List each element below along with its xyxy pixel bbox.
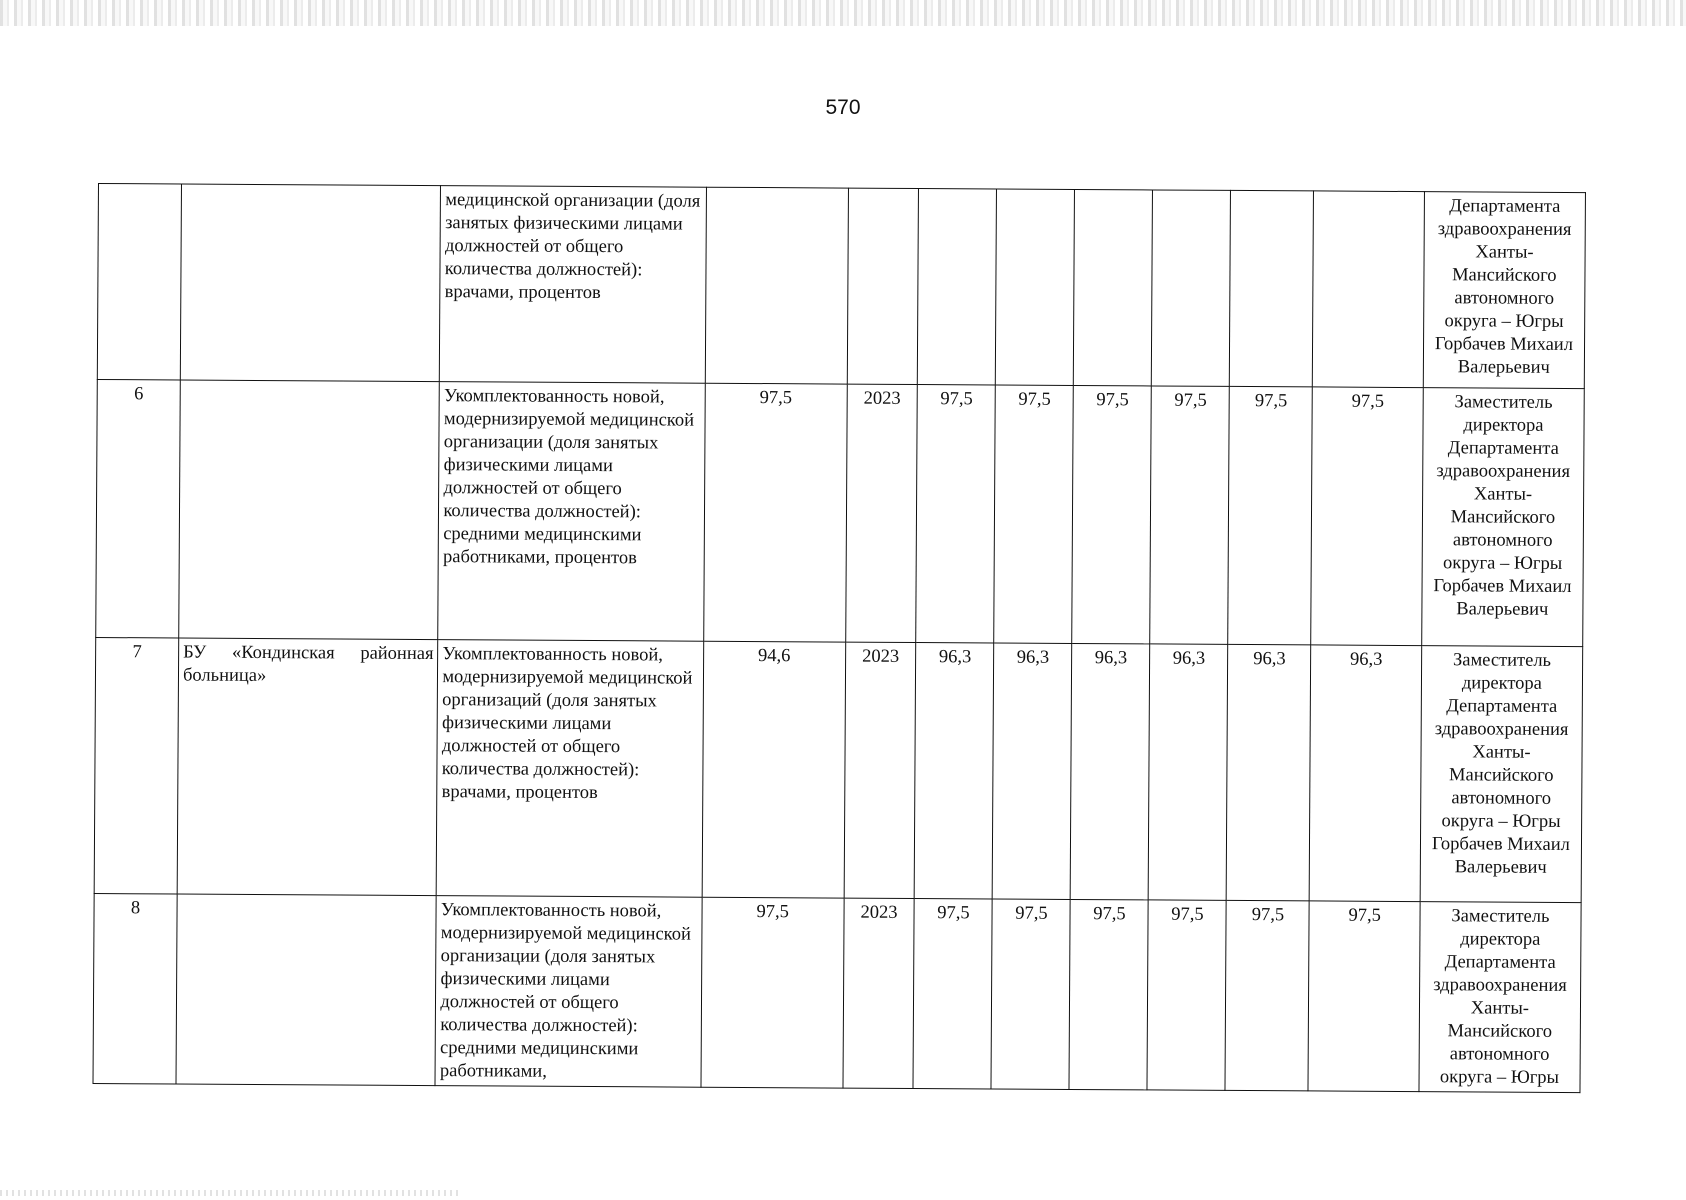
year-value-cell: 97,5 xyxy=(991,899,1070,1089)
indicators-table xyxy=(92,183,1585,1093)
organization-cell xyxy=(180,184,441,382)
year-value-cell: 96,3 xyxy=(993,643,1073,899)
indicator-cell: Укомплектованность новой, модернизируемой медицинской организации (доля занятых физическими лицами должностей от общего количества должностей): средними медицинскими работниками, процентов xyxy=(438,382,705,642)
base-year-cell: 2023 xyxy=(844,642,916,898)
year-value-cell: 97,5 xyxy=(1072,385,1152,643)
table-row xyxy=(93,893,1581,1092)
row-number-cell: 7 xyxy=(94,637,179,894)
base-value-cell: 97,5 xyxy=(701,897,844,1088)
year-value-cell: 97,5 xyxy=(1225,900,1309,1091)
row-number-cell: 6 xyxy=(96,379,181,638)
row-number-cell: 8 xyxy=(93,893,177,1084)
year-value-cell: 96,3 xyxy=(1149,644,1229,900)
table-row xyxy=(96,379,1585,646)
indicator-cell: медицинской организации (доля занятых физическими лицами должностей от общего количества должностей): врачами, процентов xyxy=(440,186,707,384)
scan-edge-bottom xyxy=(0,1190,460,1196)
row-number-cell xyxy=(97,184,181,381)
base-value-cell xyxy=(705,187,848,384)
year-value-cell: 97,5 xyxy=(916,385,996,643)
table-row xyxy=(97,184,1585,389)
year-value-cell xyxy=(996,189,1075,385)
indicator-cell: Укомплектованность новой, модернизируемой медицинской организации (доля занятых физическими лицами должностей от общего количества должностей): средними медицинскими работниками, xyxy=(435,896,702,1088)
scan-edge-top xyxy=(0,0,1686,26)
organization-cell xyxy=(179,380,440,640)
year-value-cell: 97,5 xyxy=(1228,386,1313,645)
year-value-cell xyxy=(918,189,997,385)
organization-cell: БУ «Кондинская районная больница» xyxy=(177,638,438,896)
responsible-cell: Заместитель директора Департамента здравоохранения Ханты-Мансийского автономного округа – Югры xyxy=(1419,902,1581,1093)
table-row xyxy=(94,637,1583,902)
year-value-cell xyxy=(1152,190,1231,386)
year-value-cell xyxy=(1074,189,1153,385)
year-value-cell: 97,5 xyxy=(1147,900,1226,1090)
year-value-cell: 96,3 xyxy=(1310,645,1422,902)
year-value-cell: 96,3 xyxy=(915,643,995,899)
base-year-cell: 2023 xyxy=(843,898,915,1088)
year-value-cell xyxy=(1230,190,1314,387)
year-value-cell: 97,5 xyxy=(913,899,992,1089)
page-number: 570 xyxy=(825,96,861,119)
year-value-cell xyxy=(1313,191,1425,388)
base-year-cell: 2023 xyxy=(845,384,917,642)
responsible-cell: Заместитель директора Департамента здравоохранения Ханты-Мансийского автономного округа – Югры Горбачев Михаил Валерьевич xyxy=(1422,388,1585,647)
year-value-cell: 97,5 xyxy=(1311,387,1423,646)
responsible-cell: Заместитель директора Департамента здравоохранения Ханты-Мансийского автономного округа – Югры Горбачев Михаил Валерьевич xyxy=(1420,646,1583,903)
base-value-cell: 97,5 xyxy=(703,383,846,642)
base-value-cell: 94,6 xyxy=(702,641,845,898)
year-value-cell: 97,5 xyxy=(1308,901,1420,1092)
responsible-cell: Департамента здравоохранения Ханты-Мансийского автономного округа – Югры Горбачев Михаил Валерьевич xyxy=(1423,192,1585,389)
base-year-cell xyxy=(847,188,919,384)
year-value-cell: 96,3 xyxy=(1071,643,1151,899)
organization-cell xyxy=(176,894,436,1086)
year-value-cell: 97,5 xyxy=(994,385,1074,643)
year-value-cell: 97,5 xyxy=(1069,899,1148,1089)
year-value-cell: 97,5 xyxy=(1150,386,1230,644)
indicator-cell: Укомплектованность новой, модернизируемой медицинской организаций (доля занятых физическими лицами должностей от общего количества должностей): врачами, процентов xyxy=(437,640,704,898)
year-value-cell: 96,3 xyxy=(1227,644,1312,901)
